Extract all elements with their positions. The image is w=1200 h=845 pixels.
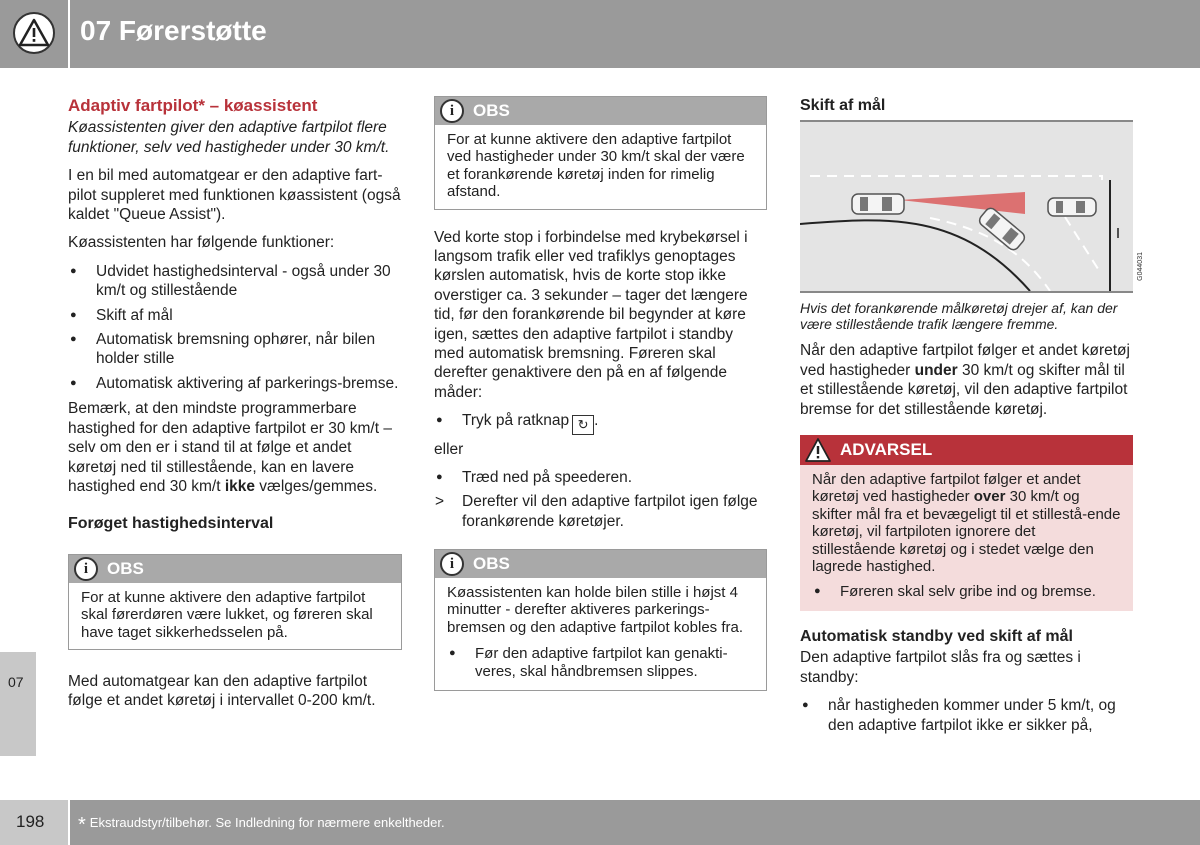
list-item: ● når hastigheden kommer under 5 km/t, og den adaptive fartpilot ikke er sikker på,	[800, 696, 1133, 735]
footer-note	[78, 814, 445, 837]
obs-body	[435, 578, 766, 690]
info-icon: i	[440, 99, 464, 123]
obs-text: Køassistenten kan holde bilen stille i højst 4 minutter - derefter aktiveres parkerings-bremsen og den adaptive fartpilot kobles fra.	[447, 583, 744, 636]
warning-triangle-icon	[804, 437, 832, 463]
paragraph: Ved korte stop i forbindelse med krybekørsel i langsom trafik eller ved trafiklys genoptages kørslen automatisk, hvis de korte stop ikke overstiger ca. 3 sekunder – tager det længere tid, før den forankørende bil begynder at køre igen, sættes den adaptive fartpilot i standby med automatisk bremsning. Føreren skal derefter genaktivere den på en af følgende måder:	[434, 228, 748, 401]
column-2	[434, 96, 767, 709]
bold-text: under	[914, 361, 958, 379]
column-1	[68, 96, 402, 720]
warning-box	[800, 435, 1133, 611]
section-title: Adaptiv fartpilot* – køassistent	[68, 96, 318, 115]
header-icon-box	[0, 0, 68, 68]
bold-text: ikke	[224, 477, 255, 495]
traffic-illustration	[800, 122, 1133, 291]
warning-header	[800, 435, 1133, 465]
section-intro: Køassistenten giver den adaptive fartpilot flere funktioner, selv ved hastigheder under 30 km/t.	[68, 119, 390, 156]
text: Når den adaptive fartpilot følger et andet køretøj ved hastigheder	[800, 342, 1130, 379]
obs-title: OBS	[473, 101, 510, 120]
subheading: Forøget hastighedsinterval	[68, 515, 274, 533]
result-list	[434, 492, 767, 531]
obs-title: OBS	[473, 553, 510, 573]
chapter-tab-label: 07	[8, 674, 24, 690]
reactivate-list-2	[434, 468, 767, 487]
list-item: ● Udvidet hastighedsinterval - også under 30 km/t og stillestående	[68, 262, 402, 301]
subheading: Skift af mål	[800, 97, 886, 114]
steering-wheel-button-icon: ↻	[572, 415, 594, 435]
warning-title: ADVARSEL	[840, 440, 933, 460]
figure-code: G044031	[1137, 252, 1144, 282]
reactivate-list	[434, 411, 767, 435]
paragraph	[800, 341, 1133, 419]
text: Tryk på ratknap	[462, 412, 570, 430]
list-item: ● Før den adaptive fartpilot kan genakti-veres, skal håndbremsen slippes.	[447, 645, 756, 680]
footer-note-text: Ekstraudstyr/tilbehør. Se Indledning for nærmere enkeltheder.	[89, 815, 445, 830]
paragraph: Den adaptive fartpilot slås fra og sættes i standby:	[800, 649, 1081, 686]
list-item: ● Skift af mål	[68, 306, 402, 325]
page-header	[0, 0, 1200, 68]
target-change-illustration	[800, 120, 1144, 293]
subheading: Automatisk standby ved skift af mål	[800, 627, 1073, 645]
text: vælges/gemmes.	[255, 477, 378, 495]
text: Bemærk, at den mindste programmerbare hastighed for den adaptive fartpilot er 30 km/t – selv om den er i stand til at følge et andet køretøj ned til stillestående, kan en lavere hastighed end 30 km/t	[68, 400, 392, 495]
own-car-icon	[852, 194, 904, 214]
page-number: 198	[16, 812, 45, 831]
figure-caption: Hvis det forankørende målkøretøj drejer af, kan der være stillestående trafik længere fremme.	[800, 300, 1118, 333]
obs-title: OBS	[107, 558, 144, 578]
paragraph	[68, 399, 402, 496]
footnote-star: *	[78, 814, 86, 836]
info-icon: i	[440, 552, 464, 576]
obs-body: For at kunne aktivere den adaptive fartpilot ved hastigheder under 30 km/t skal der være et forankørende køretøj inden for rimelig afstand.	[447, 131, 745, 201]
text: Når den adaptive fartpilot følger et andet køretøj ved hastigheder	[812, 471, 1081, 506]
column-3	[800, 96, 1144, 741]
paragraph: Med automatgear kan den adaptive fartpilot følge et andet køretøj i intervallet 0-200 km/t.	[68, 672, 376, 710]
list-item	[434, 411, 767, 435]
text: .	[594, 412, 599, 430]
obs-header	[69, 555, 401, 583]
text: 30 km/t og skifter mål fra et bevægeligt til et stillestå-ende køretøj, vil fartpiloten ignorere det stillestående køretøj og i stedet vælge den lagrede hastighed.	[812, 488, 1121, 576]
list-item: ● Træd ned på speederen.	[434, 468, 767, 487]
bold-text: over	[973, 488, 1006, 506]
or-text: eller	[434, 441, 464, 459]
warning-text	[812, 471, 1121, 575]
standby-list	[800, 696, 1133, 735]
functions-list	[68, 262, 402, 393]
obs-note-box	[68, 554, 402, 650]
page-footer	[0, 800, 1200, 845]
list-item: ● Automatisk bremsning ophører, når bilen holder stille	[68, 330, 402, 369]
footer-divider	[68, 800, 70, 845]
warning-body	[800, 465, 1133, 611]
result-item: > Derefter vil den adaptive fartpilot igen følge forankørende køretøjer.	[434, 492, 767, 531]
list-item: ● Automatisk aktivering af parkerings-bremse.	[68, 374, 402, 393]
header-divider	[68, 0, 70, 68]
chapter-side-tab	[0, 68, 36, 690]
obs-body: For at kunne aktivere den adaptive fartpilot skal førerdøren være lukket, og føreren skal have taget sikkerhedsselen på.	[81, 588, 373, 641]
chapter-tab	[0, 652, 36, 756]
warning-list	[812, 583, 1121, 600]
chapter-title: 07 Førerstøtte	[80, 15, 267, 46]
warning-triangle-icon	[16, 15, 52, 51]
text: 30 km/t og skifter mål til et stillestående køretøj, vil den adaptive fartpilot bremse for det stillestående køretøj.	[800, 361, 1128, 418]
list-item: ● Føreren skal selv gribe ind og bremse.	[812, 583, 1121, 600]
obs-note-box	[434, 549, 767, 691]
paragraph: I en bil med automatgear er den adaptive fart-pilot suppleret med funktionen køassistent (også kaldet "Queue Assist").	[68, 167, 401, 224]
page-number-box	[0, 800, 68, 845]
obs-note-box	[434, 96, 767, 210]
obs-header	[435, 97, 766, 125]
obs-header	[435, 550, 766, 578]
obs-list	[447, 645, 756, 680]
paragraph: Køassistenten har følgende funktioner:	[68, 234, 335, 252]
info-icon: i	[74, 557, 98, 581]
